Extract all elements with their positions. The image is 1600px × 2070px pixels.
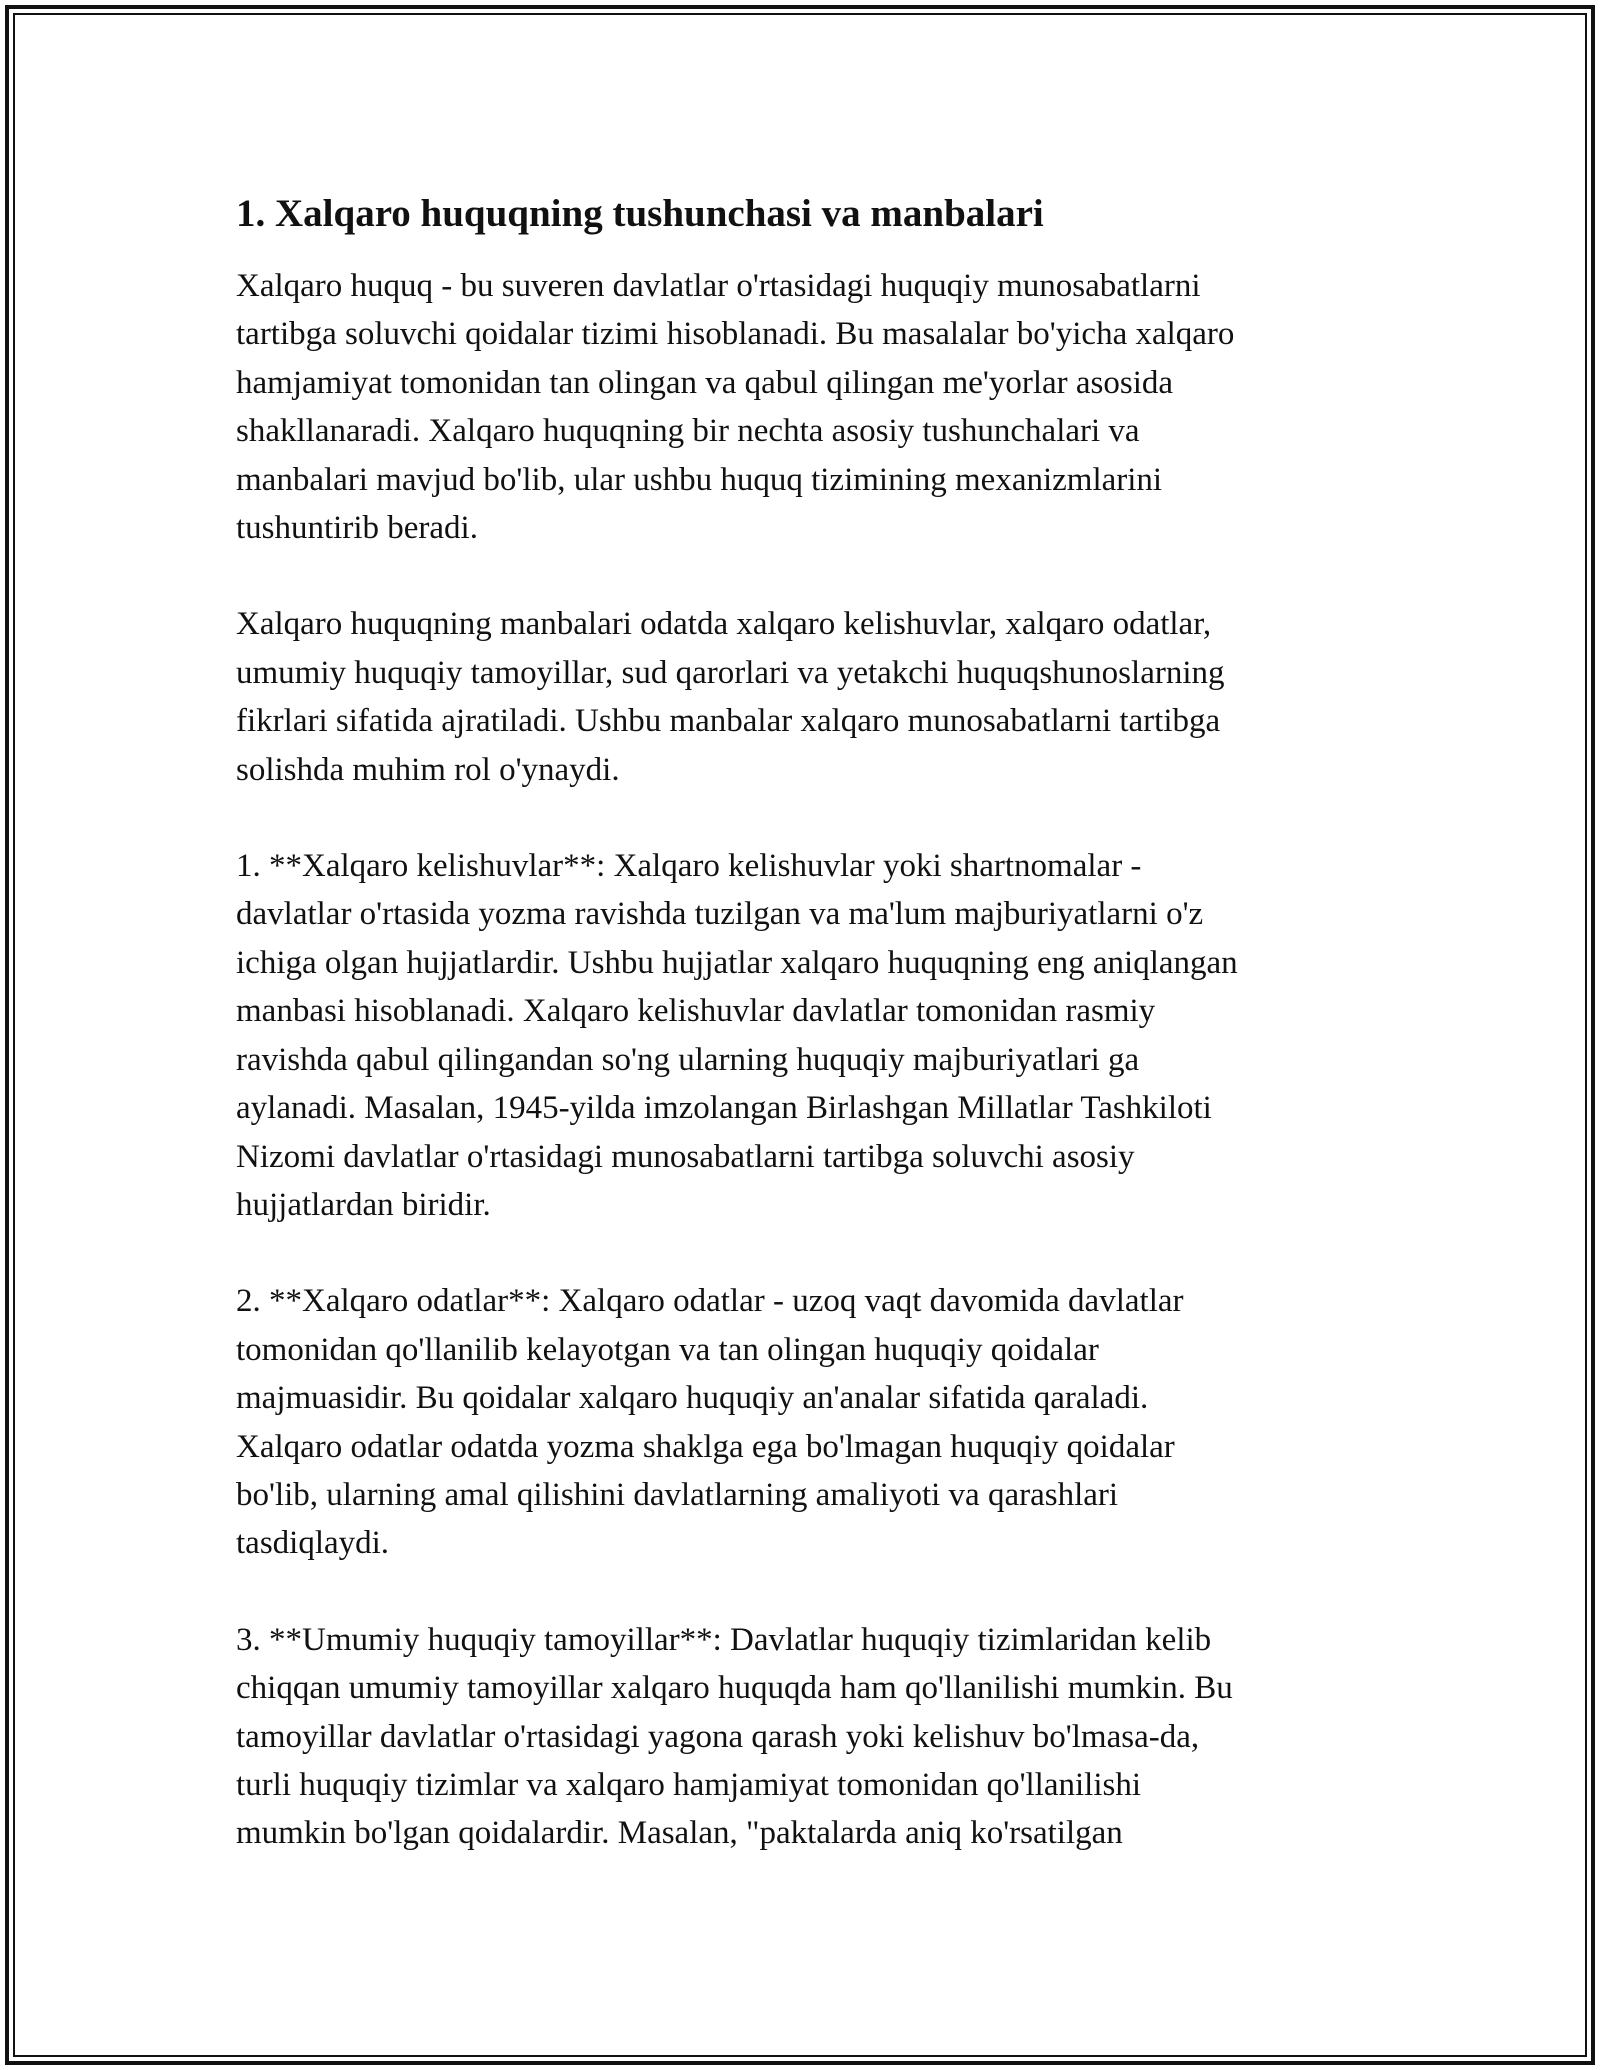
paragraph-international-agreements: 1. **Xalqaro kelishuvlar**: Xalqaro kelishuvlar yoki shartnomalar - davlatlar o'rtasida yozma ravishda tuzilgan va ma'lum majburiyatlarni o'z ichiga olgan hujjatlardir. Ushbu hujjatlar xalqaro huquqning eng aniqlangan manbasi hisoblanadi. Xalqaro kelishuvlar davlatlar tomonidan rasmiy ravishda qabul qilingandan so'ng ularning huquqiy majburiyatlari ga aylanadi. Masalan, 1945-yilda imzolangan Birlashgan Millatlar Tashkiloti Nizomi davlatlar o'rtasidagi munosabatlarni tartibga soluvchi asosiy hujjatlardan biridir. <box>236 848 1238 1223</box>
section-heading: 1. Xalqaro huquqning tushunchasi va manbalari <box>236 192 1044 235</box>
paragraph-intro: Xalqaro huquq - bu suveren davlatlar o'rtasidagi huquqiy munosabatlarni tartibga soluvchi qoidalar tizimi hisoblanadi. Bu masalalar bo'yicha xalqaro hamjamiyat tomonidan tan olingan va qabul qilingan me'yorlar asosida shakllanaradi. Xalqaro huquqning bir nechta asosiy tushunchalari va manbalari mavjud bo'lib, ular ushbu huquq tizimining mexanizmlarini tushuntirib beradi. <box>236 268 1235 547</box>
paragraph-sources: Xalqaro huquqning manbalari odatda xalqaro kelishuvlar, xalqaro odatlar, umumiy huquqiy tamoyillar, sud qarorlari va yetakchi huquqshunoslarning fikrlari sifatida ajratiladi. Ushbu manbalar xalqaro munosabatlarni tartibga solishda muhim rol o'ynaydi. <box>236 606 1225 788</box>
paragraph-international-customs: 2. **Xalqaro odatlar**: Xalqaro odatlar - uzoq vaqt davomida davlatlar tomonidan qo'llanilib kelayotgan va tan olingan huquqiy qoidalar majmuasidir. Bu qoidalar xalqaro huquqiy an'analar sifatida qaraladi. Xalqaro odatlar odatda yozma shaklga ega bo'lmagan huquqiy qoidalar bo'lib, ularning amal qilishini davlatlarning amaliyoti va qarashlari tasdiqlaydi. <box>236 1283 1184 1562</box>
paragraph-general-principles: 3. **Umumiy huquqiy tamoyillar**: Davlatlar huquqiy tizimlaridan kelib chiqqan umumiy tamoyillar xalqaro huquqda ham qo'llanilishi mumkin. Bu tamoyillar davlatlar o'rtasidagi yagona qarash yoki kelishuv bo'lmasa-da, turli huquqiy tizimlar va xalqaro hamjamiyat tomonidan qo'llanilishi mumkin bo'lgan qoidalardir. Masalan, "paktalarda aniq ko'rsatilgan <box>236 1621 1233 1852</box>
document-body <box>236 186 1366 1906</box>
